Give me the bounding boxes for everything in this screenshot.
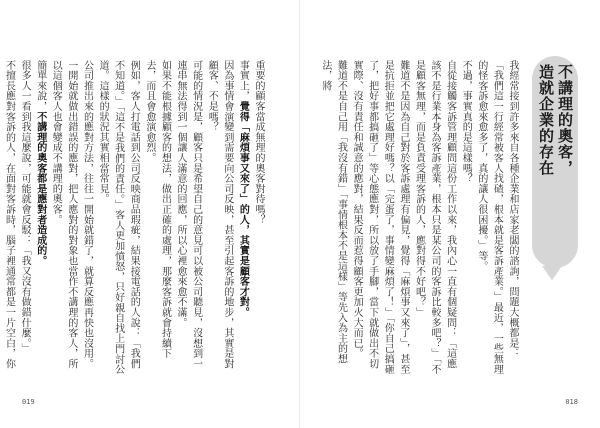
right-page-body <box>319 60 520 376</box>
left-page-body <box>3 60 266 376</box>
page-number: 019 <box>22 398 35 406</box>
paragraph-with-emphasis: 簡單來說，不講理的奧客都是應對者造成的。 <box>34 60 46 266</box>
paragraph: 自從接觸客訴管理顧問這份工作以來，我內心一直有個疑問：「這應該不是行業本身為客訴產業，根本只是某公司的客訴比較多吧？」「不是顧客無理，而是負責受理客訴的人，應對得不好吧？」 <box>413 60 456 375</box>
paragraph: 很多人一看到我這麼說，可能就會反駁：「我又沒有做錯什麼。」 <box>19 60 31 354</box>
right-page <box>300 0 600 428</box>
paragraph: 例如，客人打電話到公司反映商品瑕疵，結果接電話的人說：「我們不知道。」「這不是我們的責任。」客人更加憤怒，只好親自找上門討公道。這樣的狀況其實相當常見。 <box>97 60 140 375</box>
paragraph: 不過，事實真的是這樣嗎？ <box>460 60 472 184</box>
paragraph: 重要的顧客當成無理的奧客對待嗎？ <box>253 60 264 225</box>
paragraph: 因為事情會演變到需要向公司反映，甚至引起客訴的地步，其實是對顧客、不是嗎？ <box>206 60 233 369</box>
chapter-title-line: 造就企業的存在 <box>537 64 555 176</box>
emphasis-text: 覺得「麻煩事又來了」的人，其實是顧客才對。 <box>237 101 249 318</box>
paragraph: 公司推出來的應對方法，往往一開始就錯了，就算反應再快也沒用。一開始就做出錯誤的應對，把人應對的對象也當作不講理的客人，所以這個客人也會變成不講理的奧客。 <box>50 60 93 369</box>
page-number: 018 <box>565 398 578 406</box>
chapter-title <box>536 64 574 260</box>
paragraph: 如果不能根據顧客的想法，做出正確的處理，那麼客訴就會持續下去，而且會愈演愈烈。 <box>143 60 171 359</box>
paragraph: 我經常接到許多來自各種企業和店家老闆的諮詢，問題大概都是：「我們這一行經常被客人找碴，根本就是客訴產業。」最近，一些無理的怪客訴愈來愈多了，真的讓人很困擾。」等。 <box>475 60 518 375</box>
paragraph: 可能的情況是，顧客只是希望自己的意見可以被公司聽見，沒想到一連串無法得到一個讓人滿意的回應，所以心裡愈來愈不滿。 <box>175 60 202 369</box>
paragraph: 難道不是自己用「我沒有錯」「事情根本不是這樣」等先入為主的想法，將 <box>319 60 347 364</box>
chapter-title-line: 不講理的奧客， <box>556 64 574 176</box>
paragraph: 難道不是因為自己對於客訴處理有偏見，覺得「麻煩事又來了」，甚至是抗拒並把它處理好嗎？以「完蛋了，事情變麻煩了！」「你自己搞砸了，把好事都搞砸了」等心態應對，所以放了手腳，當下就做出不切實際、沒有責任和誠意的應對，結果反而惹得顧客更加火大而已。 <box>351 60 409 375</box>
emphasis-text: 不講理的奧客都是應對者造成的。 <box>34 111 46 266</box>
paragraph-with-emphasis: 事實上，覺得「麻煩事又來了」的人，其實是顧客才對。 <box>237 60 249 318</box>
paragraph: 不擅長應對客訴的人，在面對客訴時，腦子裡通常都是一片空白，你 <box>3 60 15 369</box>
